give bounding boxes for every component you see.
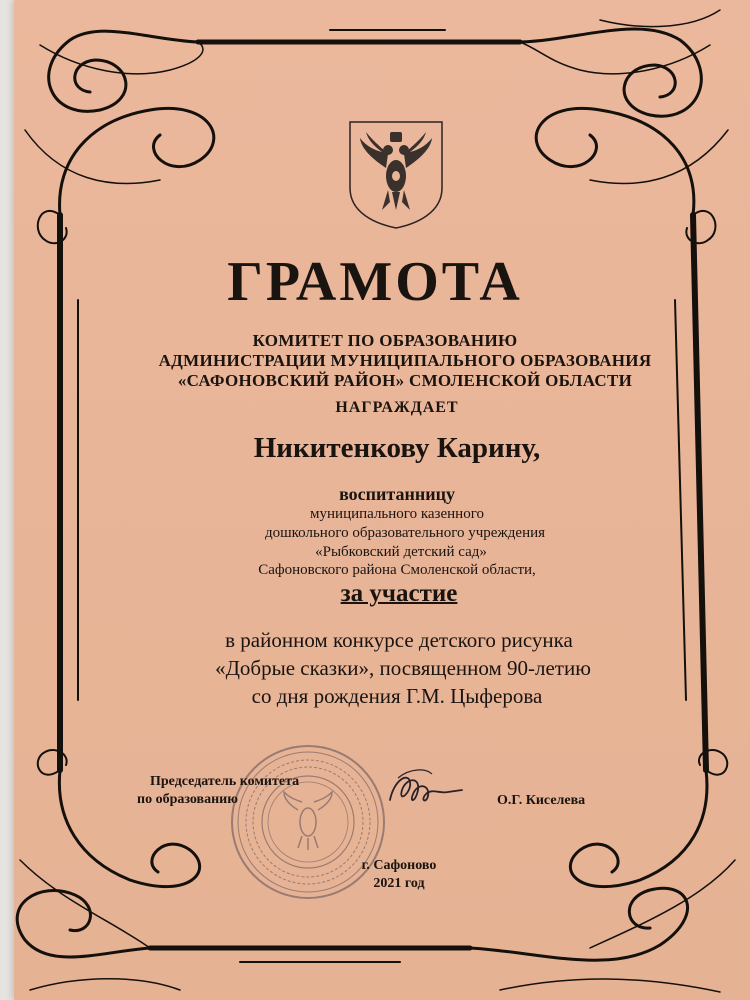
- award-reason: за участие: [340, 580, 458, 607]
- institution-line-2: дошкольного образовательного учреждения: [264, 525, 546, 541]
- coat-of-arms-icon: [346, 118, 446, 230]
- institution-line-1: муниципального казенного: [310, 506, 484, 522]
- awards-label: НАГРАЖДАЕТ: [335, 399, 459, 416]
- issue-year: 2021 год: [373, 876, 425, 891]
- recipient-name: Никитенкову Карину,: [253, 432, 541, 464]
- competition-line-1: в районном конкурсе детского рисунка: [225, 628, 573, 652]
- competition-line-3: со дня рождения Г.М. Цыферова: [251, 684, 543, 708]
- signature-position-line-1: Председатель комитета: [150, 774, 300, 789]
- handwritten-signature: [380, 760, 470, 820]
- signer-name: О.Г. Киселева: [497, 793, 586, 808]
- certificate-title: ГРАМОТА: [227, 251, 523, 313]
- institution-line-4: Сафоновского района Смоленской области,: [258, 562, 536, 578]
- issuer-line-3: «САФОНОВСКИЙ РАЙОН» СМОЛЕНСКОЙ ОБЛАСТИ: [177, 371, 633, 390]
- signature-position-line-2: по образованию: [137, 792, 238, 807]
- institution-line-3: «Рыбковский детский сад»: [315, 544, 487, 560]
- issue-place: г. Сафоново: [361, 858, 437, 873]
- issuer-line-1: КОМИТЕТ ПО ОБРАЗОВАНИЮ: [252, 331, 518, 350]
- competition-line-2: «Добрые сказки», посвященном 90-летию: [215, 656, 591, 680]
- issuer-line-2: АДМИНИСТРАЦИИ МУНИЦИПАЛЬНОГО ОБРАЗОВАНИЯ: [158, 351, 652, 370]
- recipient-role: воспитанницу: [339, 484, 455, 504]
